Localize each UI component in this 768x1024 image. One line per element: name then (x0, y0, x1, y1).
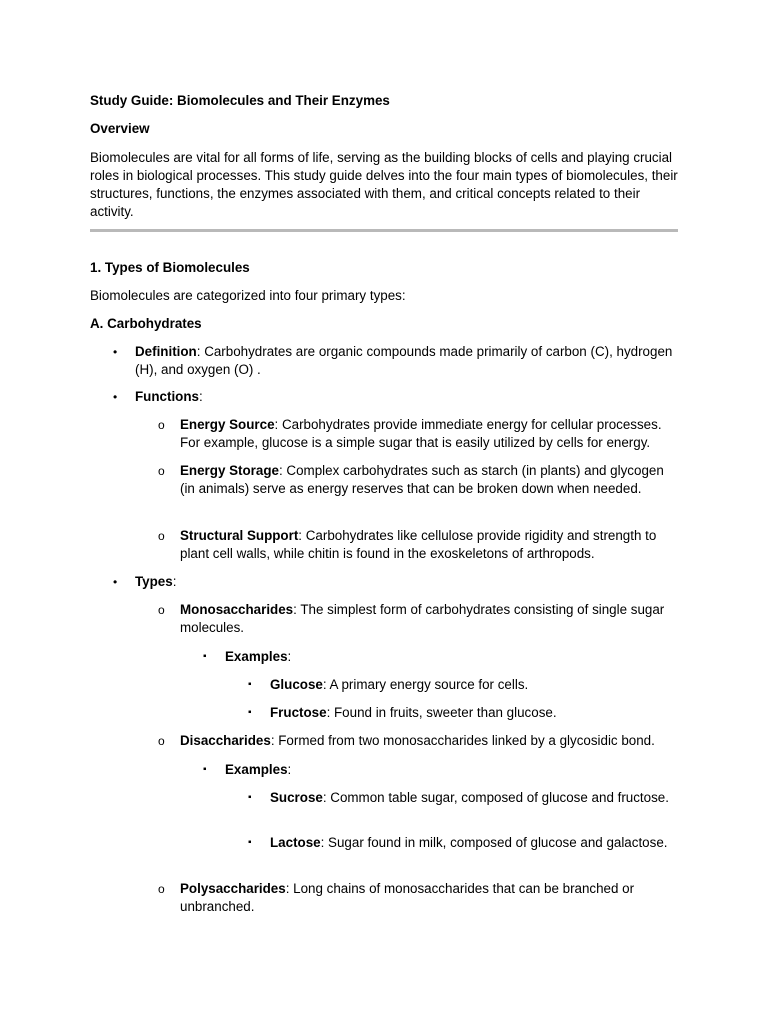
example-term: Glucose (270, 677, 323, 692)
circle-bullet-icon: o (158, 464, 165, 478)
circle-bullet-icon: o (158, 603, 165, 617)
function-term: Energy Source (180, 417, 275, 432)
example-term: Lactose (270, 835, 321, 850)
type-disaccharides (180, 732, 680, 750)
section-1-intro: Biomolecules are categorized into four primary types: (90, 288, 406, 303)
function-text: : Carbohydrates provide immediate energy for cellular processes. For example, glucose is a simple sugar that is easily utilized by cells for energy. (180, 417, 662, 450)
square-bullet-icon: ▪ (248, 837, 252, 848)
bullet-icon: • (113, 390, 118, 404)
circle-bullet-icon: o (158, 529, 165, 543)
function-energy-storage (180, 462, 680, 498)
function-term: Energy Storage (180, 463, 279, 478)
overview-paragraph: Biomolecules are vital for all forms of life, serving as the building blocks of cells and playing crucial roles in biological processes. This study guide delves into the four main types of biomolecules, their structures, functions, the enzymes associated with them, and critical concepts related to their activity. (90, 150, 678, 219)
example-text: : A primary energy source for cells. (322, 677, 529, 692)
examples-colon: : (287, 762, 292, 777)
circle-bullet-icon: o (158, 882, 165, 896)
square-bullet-icon: ▪ (203, 764, 207, 775)
function-text: : Carbohydrates like cellulose provide rigidity and strength to plant cell walls, while chitin is found in the exoskeletons of arthropods. (180, 528, 657, 561)
type-text: : The simplest form of carbohydrates consisting of single sugar molecules. (180, 602, 665, 635)
type-text: : Long chains of monosaccharides that can be branched or unbranched. (180, 881, 635, 914)
square-bullet-icon: ▪ (248, 679, 252, 690)
definition-term: Definition (135, 344, 197, 359)
section-1-heading: 1. Types of Biomolecules (90, 260, 250, 275)
function-text: : Complex carbohydrates such as starch (in plants) and glycogen (in animals) serve as energy reserves that can be broken down when needed. (180, 463, 664, 496)
example-sucrose (270, 789, 680, 807)
functions-colon: : (198, 389, 203, 404)
circle-bullet-icon: o (158, 734, 165, 748)
function-term: Structural Support (180, 528, 299, 543)
example-text: : Found in fruits, sweeter than glucose. (326, 705, 557, 720)
di-examples-label (225, 761, 680, 779)
definition-item (135, 343, 680, 379)
mono-examples-label (225, 648, 680, 666)
type-term: Monosaccharides (180, 602, 294, 617)
square-bullet-icon: ▪ (248, 707, 252, 718)
example-fructose (270, 704, 680, 722)
type-term: Disaccharides (180, 733, 271, 748)
example-term: Fructose (270, 705, 327, 720)
bullet-icon: • (113, 575, 118, 589)
type-polysaccharides (180, 880, 680, 916)
example-glucose (270, 676, 680, 694)
definition-text: : Carbohydrates are organic compounds made primarily of carbon (C), hydrogen (H), and oxygen (O) . (135, 344, 673, 377)
examples-term: Examples (225, 649, 288, 664)
function-energy-source (180, 416, 680, 452)
example-text: : Common table sugar, composed of glucose and fructose. (322, 790, 669, 805)
bullet-icon: • (113, 345, 118, 359)
type-term: Polysaccharides (180, 881, 286, 896)
document-title: Study Guide: Biomolecules and Their Enzymes (90, 93, 390, 108)
types-term: Types (135, 574, 173, 589)
square-bullet-icon: ▪ (203, 651, 207, 662)
example-text: : Sugar found in milk, composed of glucose and galactose. (320, 835, 668, 850)
examples-colon: : (287, 649, 292, 664)
types-item (135, 573, 680, 591)
functions-item (135, 388, 680, 406)
overview-heading: Overview (90, 121, 150, 136)
type-text: : Formed from two monosaccharides linked by a glycosidic bond. (270, 733, 655, 748)
types-colon: : (172, 574, 177, 589)
square-bullet-icon: ▪ (248, 792, 252, 803)
circle-bullet-icon: o (158, 418, 165, 432)
horizontal-rule (90, 229, 678, 232)
function-structural-support (180, 527, 680, 563)
example-term: Sucrose (270, 790, 323, 805)
examples-term: Examples (225, 762, 288, 777)
type-monosaccharides (180, 601, 680, 637)
subsection-a-heading: A. Carbohydrates (90, 316, 202, 331)
example-lactose (270, 834, 680, 852)
functions-term: Functions (135, 389, 199, 404)
